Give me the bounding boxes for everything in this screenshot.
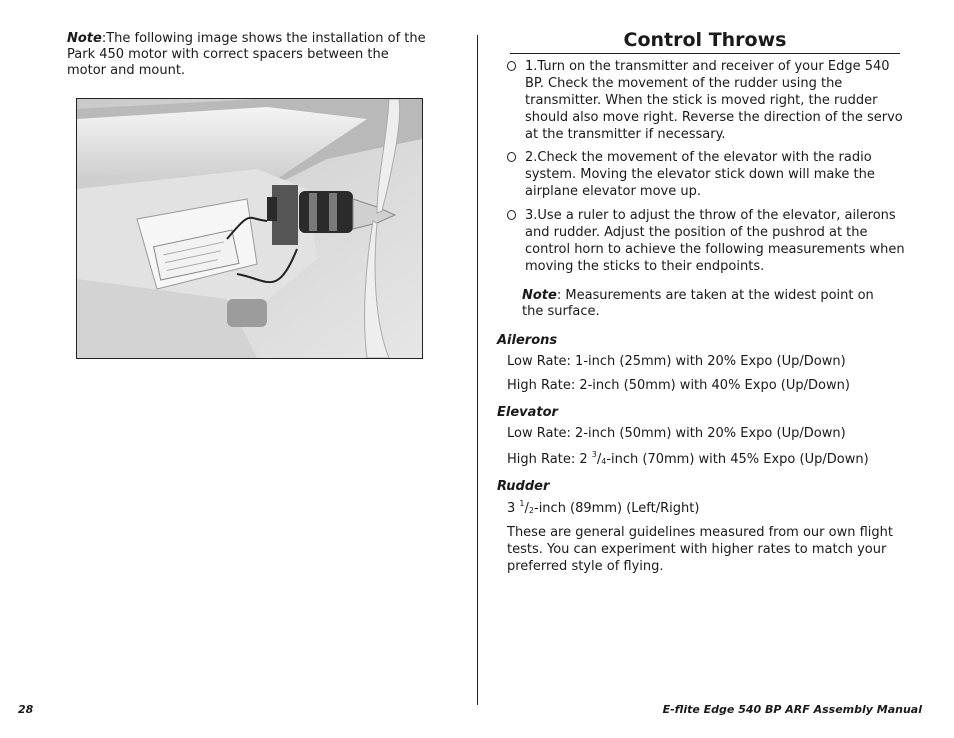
page-number: 28: [18, 703, 34, 716]
fraction-numerator: 1: [519, 499, 525, 508]
motor-band-2: [329, 193, 337, 231]
elevator-heading: Elevator: [497, 405, 558, 420]
ailerons-low-rate: Low Rate: 1-inch (25mm) with 20% Expo (Up/Down): [507, 354, 846, 369]
section-title: Control Throws: [623, 29, 787, 51]
measurement-note: [522, 288, 882, 320]
checkbox-circle-icon: [507, 152, 516, 162]
step-text: 2.Check the movement of the elevator with the radio system. Moving the elevator stick down will make the airplane elevator move up.: [525, 150, 875, 199]
elevator-high-suffix: -inch (70mm) with 45% Expo (Up/Down): [606, 452, 869, 467]
fraction-numerator: 3: [591, 450, 597, 459]
ailerons-heading: Ailerons: [497, 333, 558, 348]
column-divider: [477, 35, 478, 705]
rudder-prefix: 3: [507, 501, 516, 516]
elevator-high-rate: High Rate: 2 $^3/_4$-inch (70mm) with 45% Expo (Up/Down): [507, 450, 869, 467]
ailerons-high-rate: High Rate: 2-inch (50mm) with 40% Expo (Up/Down): [507, 378, 850, 393]
elevator-high-prefix: High Rate: 2: [507, 452, 588, 467]
fraction-denominator: 2: [528, 506, 534, 515]
guidelines-paragraph: These are general guidelines measured from our own flight tests. You can experiment with higher rates to match your preferred style of flying.: [507, 525, 893, 574]
step-2: [507, 149, 907, 200]
rudder-heading: Rudder: [497, 479, 550, 494]
airplane-motor-illustration: [77, 99, 422, 358]
note-text: :The following image shows the installation of the Park 450 motor with correct spacers between the motor and mount.: [67, 31, 426, 78]
landing-gear-wheel: [227, 299, 267, 327]
motor-install-note: [67, 31, 429, 79]
note-text: : Measurements are taken at the widest point on the surface.: [522, 288, 874, 319]
note-label: Note: [522, 288, 557, 303]
elevator-low-rate: Low Rate: 2-inch (50mm) with 20% Expo (Up/Down): [507, 426, 846, 441]
checkbox-circle-icon: [507, 61, 516, 71]
step-text: 1.Turn on the transmitter and receiver of your Edge 540 BP. Check the movement of the rudder using the transmitter. When the stick is moved right, the rudder should also move right. Reverse the direction of the servo at the transmitter if necessary.: [525, 59, 903, 142]
checkbox-circle-icon: [507, 210, 516, 220]
note-label: Note: [67, 31, 102, 46]
step-3: [507, 207, 907, 275]
motor-body: [299, 191, 353, 233]
manual-title: E-flite Edge 540 BP ARF Assembly Manual: [662, 703, 922, 716]
motor-spacer: [267, 197, 277, 221]
motor-band-1: [309, 193, 317, 231]
rudder-rate: 3 $^1/_2$-inch (89mm) (Left/Right): [507, 499, 700, 516]
step-1: [507, 58, 907, 143]
motor-install-photo: [76, 98, 423, 359]
fraction-denominator: 4: [601, 457, 607, 466]
step-text: 3.Use a ruler to adjust the throw of the elevator, ailerons and rudder. Adjust the position of the pushrod at the control horn to achieve the following measurements when moving the sticks to their endpoints.: [525, 208, 905, 274]
rudder-suffix: -inch (89mm) (Left/Right): [534, 501, 700, 516]
title-underline: [510, 53, 900, 54]
